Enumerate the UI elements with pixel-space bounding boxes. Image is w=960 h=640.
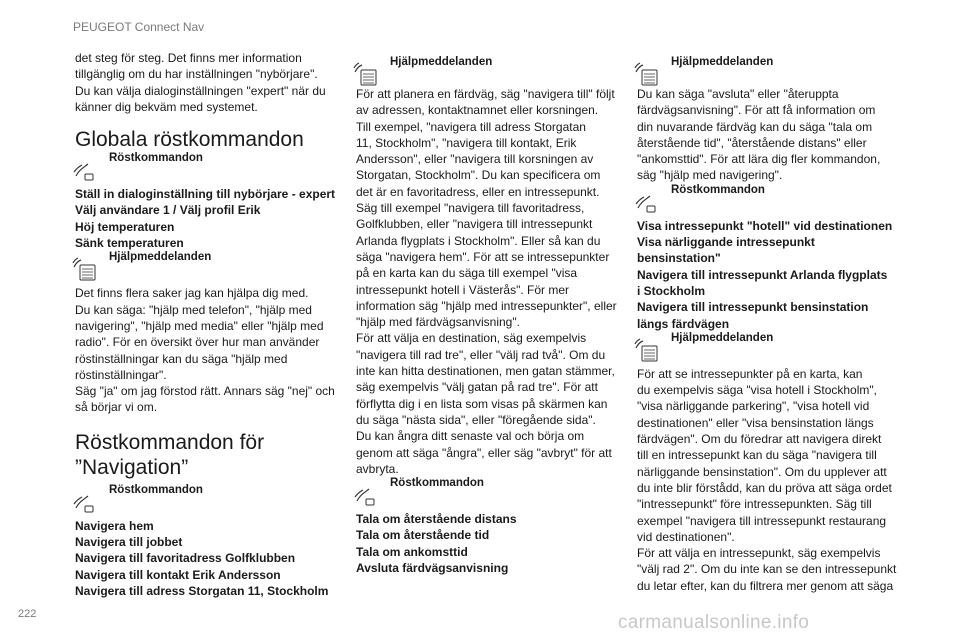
guidance-help-text: Du kan säga "avsluta" eller "återuppta färdvägsanvisning". För att få information om din nuvarande färdväg kan du säga "tala om återstående tid", "återstående distans" eller "ankomsttid". För att lära dig fler kommandon, säg "hjälp med navigering". bbox=[637, 87, 881, 183]
help-messages-label bbox=[75, 251, 343, 281]
route-commands-list: Tala om återstående distans Tala om återstående tid Tala om ankomsttid Avsluta färdvägsanvisning bbox=[356, 512, 517, 576]
voice-commands-label bbox=[356, 477, 624, 507]
voice-command-icon bbox=[71, 158, 97, 182]
navigation-commands-list: Navigera hem Navigera till jobbet Navigera till favoritadress Golfklubben Navigera till kontakt Erik Andersson Navigera till adress Storgatan 11, Stockholm bbox=[75, 518, 329, 598]
page-header: PEUGEOT Connect Nav bbox=[73, 20, 205, 34]
column-3 bbox=[637, 56, 905, 594]
help-messages-label-text: Hjälpmeddelanden bbox=[109, 251, 212, 264]
help-messages-label bbox=[637, 56, 905, 86]
global-help-text: Det finns flera saker jag kan hjälpa dig med. Du kan säga: "hjälp med telefon", "hjälp med navigering", "hjälp med media" eller "hjälp med radio". För en översikt över hur man använder röstinställningar kan du säga "hjälp med röstinställningar". Säg "ja" om jag förstod rätt. Annars säg "nej" och så börjar vi om. bbox=[75, 286, 335, 415]
help-messages-label bbox=[637, 332, 905, 362]
section-heading-navigation: Röstkommandon för ”Navigation” bbox=[75, 430, 265, 479]
column-2 bbox=[356, 56, 624, 576]
help-messages-icon bbox=[352, 62, 378, 86]
help-messages-icon bbox=[633, 62, 659, 86]
section-heading-global: Globala röstkommandon bbox=[75, 128, 304, 152]
voice-commands-label-text: Röstkommandon bbox=[671, 183, 765, 196]
help-messages-icon bbox=[71, 257, 97, 281]
help-messages-label bbox=[356, 56, 624, 86]
voice-commands-label bbox=[75, 152, 343, 182]
voice-commands-label bbox=[75, 484, 343, 514]
voice-command-icon bbox=[633, 190, 659, 214]
intro-paragraph: det steg för steg. Det finns mer information tillgänglig om du har inställningen "nybörjare". Du kan välja dialoginställningen "expert" när du känner dig bekväm med systemet. bbox=[75, 51, 326, 114]
help-messages-label-text: Hjälpmeddelanden bbox=[390, 56, 493, 68]
voice-commands-label bbox=[637, 184, 905, 214]
voice-commands-label-text: Röstkommandon bbox=[390, 477, 484, 490]
column-1 bbox=[75, 50, 343, 599]
help-messages-icon bbox=[633, 338, 659, 362]
global-commands-list: Ställ in dialoginställning till nybörjare - expert Välj användare 1 / Välj profil Erik Höj temperaturen Sänk temperaturen bbox=[75, 187, 336, 251]
navigation-help-text: För att planera en färdväg, säg "navigera till" följt av adressen, kontaktnamnet eller korsningen. Till exempel, "navigera till adress Storgatan 11, Stockholm", "navigera till kontakt, Erik Andersson", eller "navigera till korsningen av Storgatan, Stockholm". Du kan specificera om det är en favoritadress, eller en intressepunkt. Säg till exempel "navigera till favoritadress, Golfklubben, eller "navigera till intressepunkt Arlanda flygplats i Stockholm". Eller så kan du säga "navigera hem". För att se intressepunkter på en karta kan du säga till exempel "visa intressepunkt hotell i Västerås". För mer information säg "hjälp med intressepunkter", eller "hjälp med färdvägsanvisning". För att välja en destination, säg exempelvis "navigera till rad tre", eller "välj rad två". Om du inte kan hitta destinationen, men gatan stämmer, säg exempelvis "välj gatan på rad tre". För att förflytta dig i en lista som visas på skärmen kan du säga "nästa sida", eller "föregående sida". Du kan ångra ditt senaste val och börja om genom att säga "ångra", eller säg "avbryt" för att avbryta. bbox=[356, 87, 617, 476]
voice-command-icon bbox=[71, 490, 97, 514]
voice-command-icon bbox=[352, 483, 378, 507]
watermark: carmanualsonline.info bbox=[618, 612, 810, 633]
poi-commands-list: Visa intressepunkt "hotell" vid destinationen Visa närliggande intressepunkt bensinstation" Navigera till intressepunkt Arlanda flygplats i Stockholm Navigera till intressepunkt bensinstation längs färdvägen bbox=[637, 218, 893, 331]
voice-commands-label-text: Röstkommandon bbox=[109, 483, 203, 496]
help-messages-label-text: Hjälpmeddelanden bbox=[671, 56, 774, 68]
poi-help-text: För att se intressepunkter på en karta, kan du exempelvis säga "visa hotell i Stockholm", "visa närliggande parkering", "visa hotell vid destinationen" eller "visa bensinstation längs färdvägen". Om du föredrar att navigera direkt till en intressepunkt kan du säga "navigera till närliggande bensinstation". Om du upplever att du inte blir förstådd, kan du pröva att säga ordet "intressepunkt" före intressepunkten. Säg till exempel "navigera till intressepunkt restaurang vid destinationen". För att välja en intressepunkt, säg exempelvis "välj rad 2". Om du inte kan se den intressepunkt du letar efter, kan du filtrera mer genom att säga bbox=[637, 366, 897, 593]
voice-commands-label-text: Röstkommandon bbox=[109, 152, 203, 165]
help-messages-label-text: Hjälpmeddelanden bbox=[671, 331, 774, 344]
page-number: 222 bbox=[18, 608, 37, 620]
